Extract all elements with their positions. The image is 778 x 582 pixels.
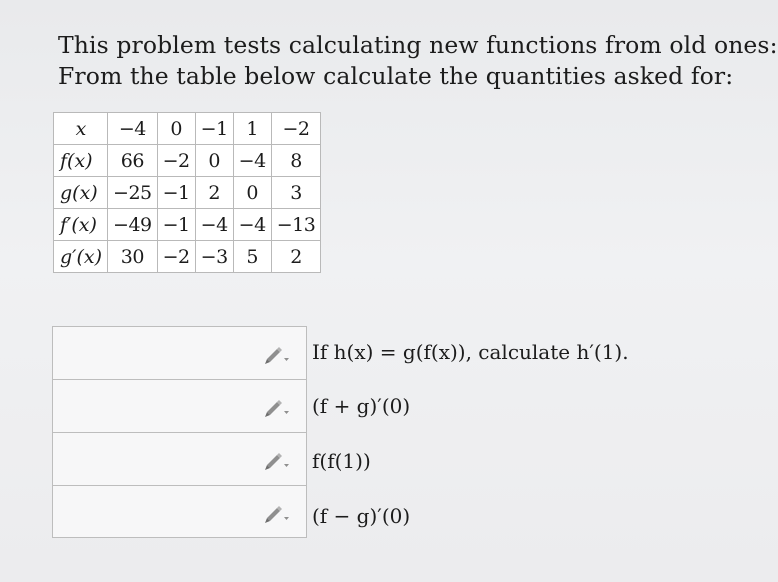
answer-row-3: [52, 432, 307, 485]
intro-line-1: This problem tests calculating new functions from old ones:: [58, 31, 778, 59]
table-cell: 66: [108, 145, 158, 177]
table-cell: 3: [271, 177, 321, 209]
table-cell: 5: [233, 241, 271, 273]
header-x: x: [54, 113, 108, 145]
header-cell: −2: [271, 113, 321, 145]
table-cell: −4: [195, 209, 233, 241]
table-cell: −2: [157, 145, 195, 177]
pencil-icon[interactable]: [261, 344, 291, 364]
table-cell: −4: [233, 209, 271, 241]
table-cell: 2: [271, 241, 321, 273]
question-2: (f + g)′(0): [312, 394, 411, 418]
table-cell: 0: [195, 145, 233, 177]
answer-fields: [52, 326, 307, 538]
table-cell: −3: [195, 241, 233, 273]
pencil-icon[interactable]: [261, 503, 291, 523]
answer-row-2: [52, 379, 307, 432]
question-4: (f − g)′(0): [312, 504, 411, 528]
table-row: [54, 177, 321, 209]
table-cell: −25: [108, 177, 158, 209]
table-cell: −4: [233, 145, 271, 177]
answer-row-4: [52, 485, 307, 538]
row-label: f′(x): [54, 209, 108, 241]
table-cell: 30: [108, 241, 158, 273]
intro-line-2: From the table below calculate the quantities asked for:: [58, 62, 734, 90]
row-label: f(x): [54, 145, 108, 177]
pencil-icon[interactable]: [261, 397, 291, 417]
header-cell: 1: [233, 113, 271, 145]
pencil-icon[interactable]: [261, 450, 291, 470]
table-row: [54, 209, 321, 241]
answer-input-2[interactable]: [53, 380, 251, 432]
table-row: [54, 145, 321, 177]
table-cell: −1: [157, 209, 195, 241]
problem-statement: [58, 30, 778, 92]
table-cell: −1: [157, 177, 195, 209]
answer-input-4[interactable]: [53, 486, 251, 537]
answer-input-1[interactable]: [53, 327, 251, 379]
table-cell: 8: [271, 145, 321, 177]
question-1: If h(x) = g(f(x)), calculate h′(1).: [312, 340, 629, 364]
table-cell: 0: [233, 177, 271, 209]
table-row: [54, 241, 321, 273]
header-cell: −4: [108, 113, 158, 145]
header-cell: 0: [157, 113, 195, 145]
answer-row-1: [52, 326, 307, 379]
row-label: g′(x): [54, 241, 108, 273]
table-cell: −49: [108, 209, 158, 241]
row-label: g(x): [54, 177, 108, 209]
table-cell: −2: [157, 241, 195, 273]
question-3: f(f(1)): [312, 449, 371, 473]
header-cell: −1: [195, 113, 233, 145]
table-cell: −13: [271, 209, 321, 241]
table-cell: 2: [195, 177, 233, 209]
answer-input-3[interactable]: [53, 433, 251, 485]
table-header-row: [54, 113, 321, 145]
function-values-table: [53, 112, 321, 273]
